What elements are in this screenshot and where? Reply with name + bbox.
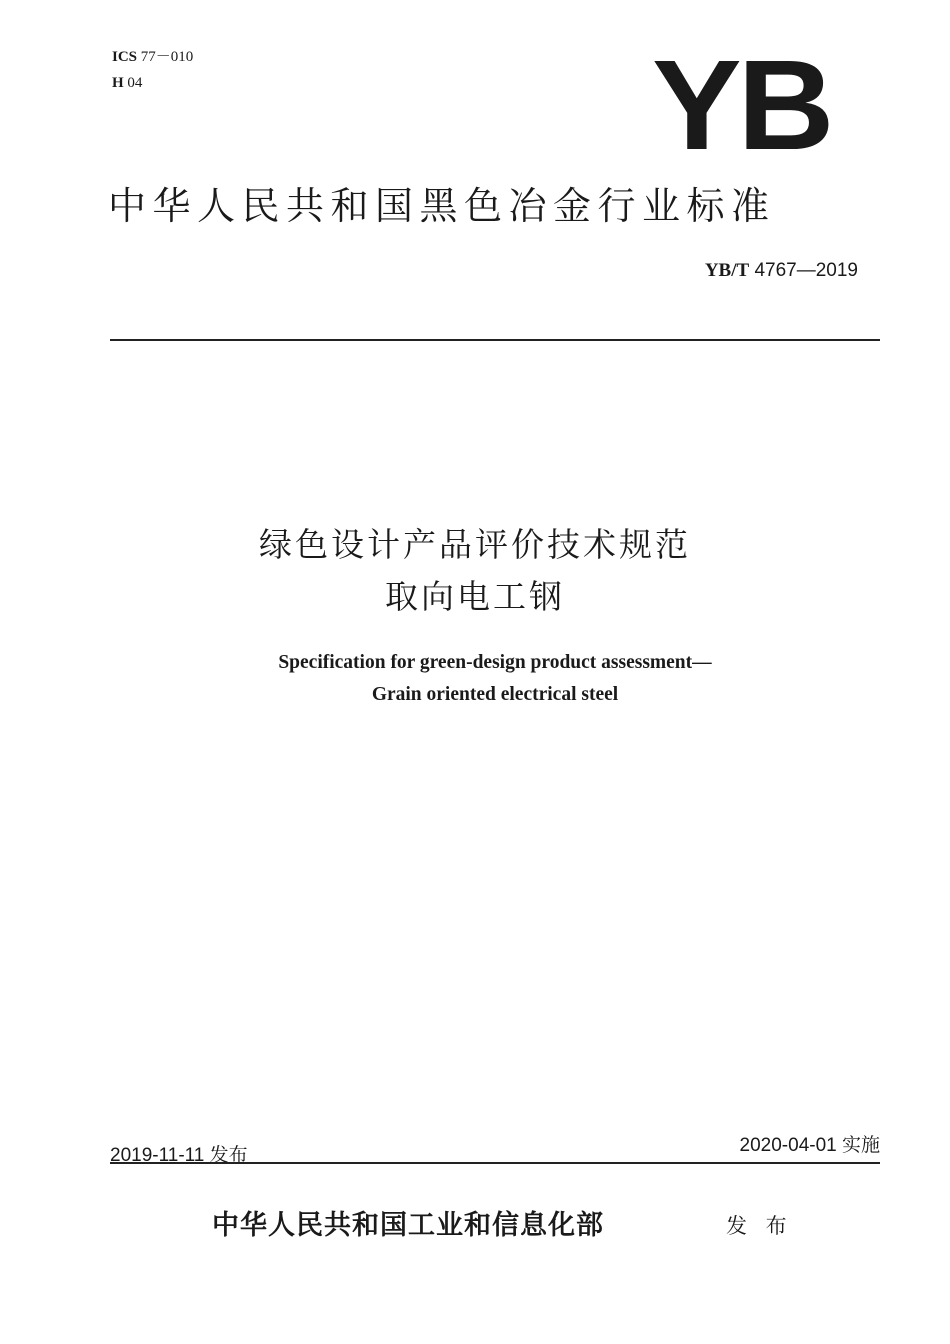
- classification-codes: [112, 44, 193, 96]
- ics-code: ICS 77－010: [112, 49, 194, 65]
- organization-title: 中华人民共和国黑色冶金行业标准: [108, 184, 776, 228]
- implement-date: 2020-04-01 实施: [739, 1135, 880, 1156]
- title-cn-line2: 取向电工钢: [385, 577, 565, 616]
- yb-logo: YB: [652, 34, 831, 177]
- title-en-line2: Grain oriented electrical steel: [371, 684, 619, 705]
- title-en-line1: Specification for green-design product assessment—: [278, 652, 712, 673]
- issue-label: 发 布: [726, 1214, 793, 1238]
- standard-number: YB/T 4767—2019: [704, 260, 858, 281]
- title-cn-line1: 绿色设计产品评价技术规范: [259, 525, 691, 564]
- bottom-divider: [110, 1162, 880, 1164]
- issuing-authority: 中华人民共和国工业和信息化部: [212, 1210, 604, 1241]
- top-divider: [110, 339, 880, 341]
- ccs-code: H 04: [112, 75, 143, 91]
- publish-date: 2019-11-11 发布: [110, 1145, 248, 1166]
